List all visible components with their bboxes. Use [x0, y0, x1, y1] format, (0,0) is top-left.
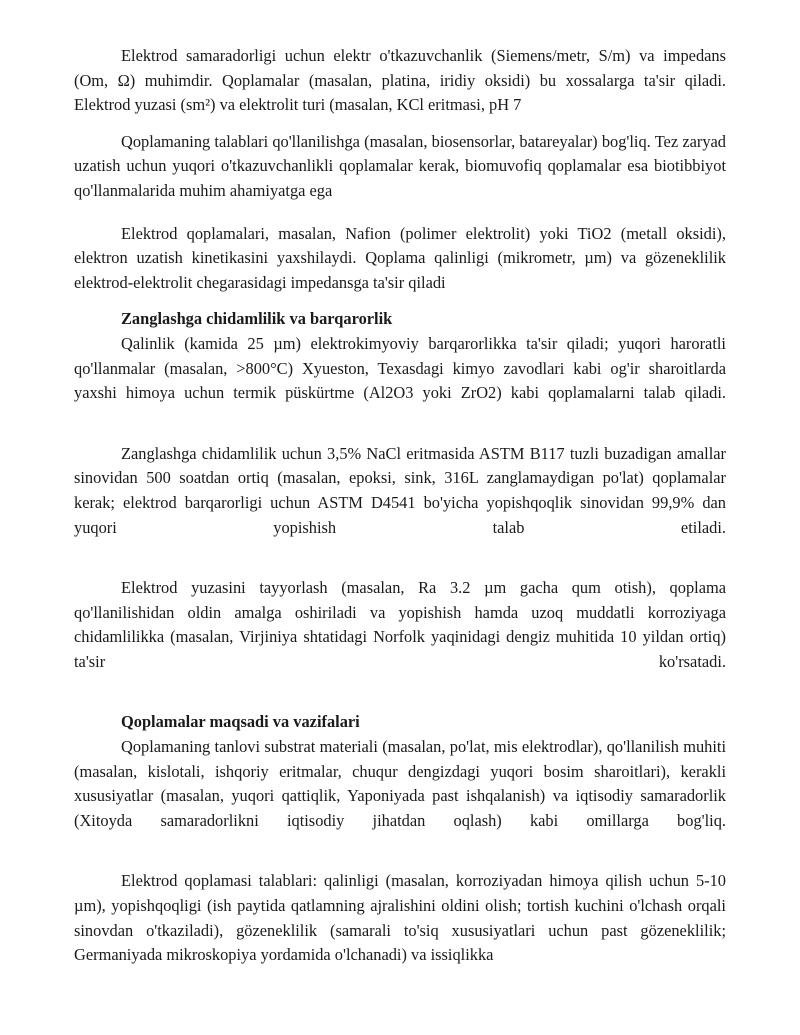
- paragraph-conductivity: Elektrod samaradorligi uchun elektr o'tkazuvchanlik (Siemens/metr, S/m) va impedans (Om, Ω) muhimdir. Qoplamalar (masalan, platina, iridiy oksidi) bu xossalarga ta'sir qiladi. Elektrod yuzasi (sm²) va elektrolit turi (masalan, KCl eritmasi, pH 7: [74, 46, 726, 115]
- section-heading-corrosion: Zanglashga chidamlilik va barqarorlik: [121, 309, 393, 329]
- paragraph-electrode-coatings: Elektrod qoplamalari, masalan, Nafion (polimer elektrolit) yoki TiO2 (metall oksidi), elektron uzatish kinetikasini yaxshilaydi. Qoplama qalinligi (mikrometr, µm) va gözeneklilik elektrod-elektrolit chegarasidagi impedansga ta'sir qiladi: [74, 223, 726, 292]
- paragraph-thickness: Qalinlik (kamida 25 µm) elektrokimyoviy barqarorlikka ta'sir qiladi; yuqori haroratli qo'llanmalar (masalan, >800°C) Xyueston, Texasdagi kimyo zavodlari kabi og'ir sharoitlarda yaxshi himoya uchun termik püskürtme (Al2O3 yoki ZrO2) kabi qoplamalarni talab qiladi.: [74, 333, 726, 403]
- paragraph-salt-spray: Zanglashga chidamlilik uchun 3,5% NaCl eritmasida ASTM B117 tuzli buzadigan amallar sinovidan 500 soatdan ortiq (masalan, epoksi, sink, 316L zanglamaydigan po'lat) qoplamalar kerak; elektrod barqarorligi uchun ASTM D4541 bo'yicha yopishqoqlik sinovidan 99,9% dan yuqori yopishish talab etiladi.: [74, 443, 726, 537]
- document-page: [74, 44, 726, 968]
- section-heading-purpose: Qoplamalar maqsadi va vazifalari: [121, 712, 360, 732]
- paragraph-requirements: Qoplamaning talablari qo'llanilishga (masalan, biosensorlar, batareyalar) bog'liq. Tez zaryad uzatish uchun yuqori o'tkazuvchanlikli qoplamalar kerak, biomuvofiq qoplamalar esa biotibbiyot qo'llanmalarida muhim ahamiyatga ega: [74, 131, 726, 200]
- paragraph-coating-requirements: Elektrod qoplamasi talablari: qalinligi (masalan, korroziyadan himoya qilish uchun 5-10 µm), yopishqoqligi (ish paytida qatlamning ajralishini oldini olish; tortish kuchini o'lchash orqali sinovdan o'tkaziladi), gözeneklilik (samarali to'siq xususiyatlari uchun past gözeneklilik; Germaniyada mikroskopiya yordamida o'lchanadi) va issiqlikka: [74, 871, 726, 965]
- paragraph-coating-selection: Qoplamaning tanlovi substrat materiali (masalan, po'lat, mis elektrodlar), qo'llanilish muhiti (masalan, kislotali, ishqoriy eritmalar, chuqur dengizdagi yuqori bosim sharoitlari), kerakli xususiyatlar (masalan, yuqori qattiqlik, Yaponiyada past ishqalanish) va iqtisodiy samaradorlik (Xitoyda samaradorlikni iqtisodiy jihatdan oqlash) kabi omillarga bog'liq.: [74, 737, 726, 830]
- paragraph-surface-preparation: Elektrod yuzasini tayyorlash (masalan, Ra 3.2 µm gacha qum otish), qoplama qo'llanilishidan oldin amalga oshiriladi va yopishish hamda uzoq muddatli korroziyaga chidamlilikka (masalan, Virjiniya shtatidagi Norfolk yaqinidagi dengiz muhitida 10 yildan ortiq) ta'sir ko'rsatadi.: [74, 578, 726, 671]
